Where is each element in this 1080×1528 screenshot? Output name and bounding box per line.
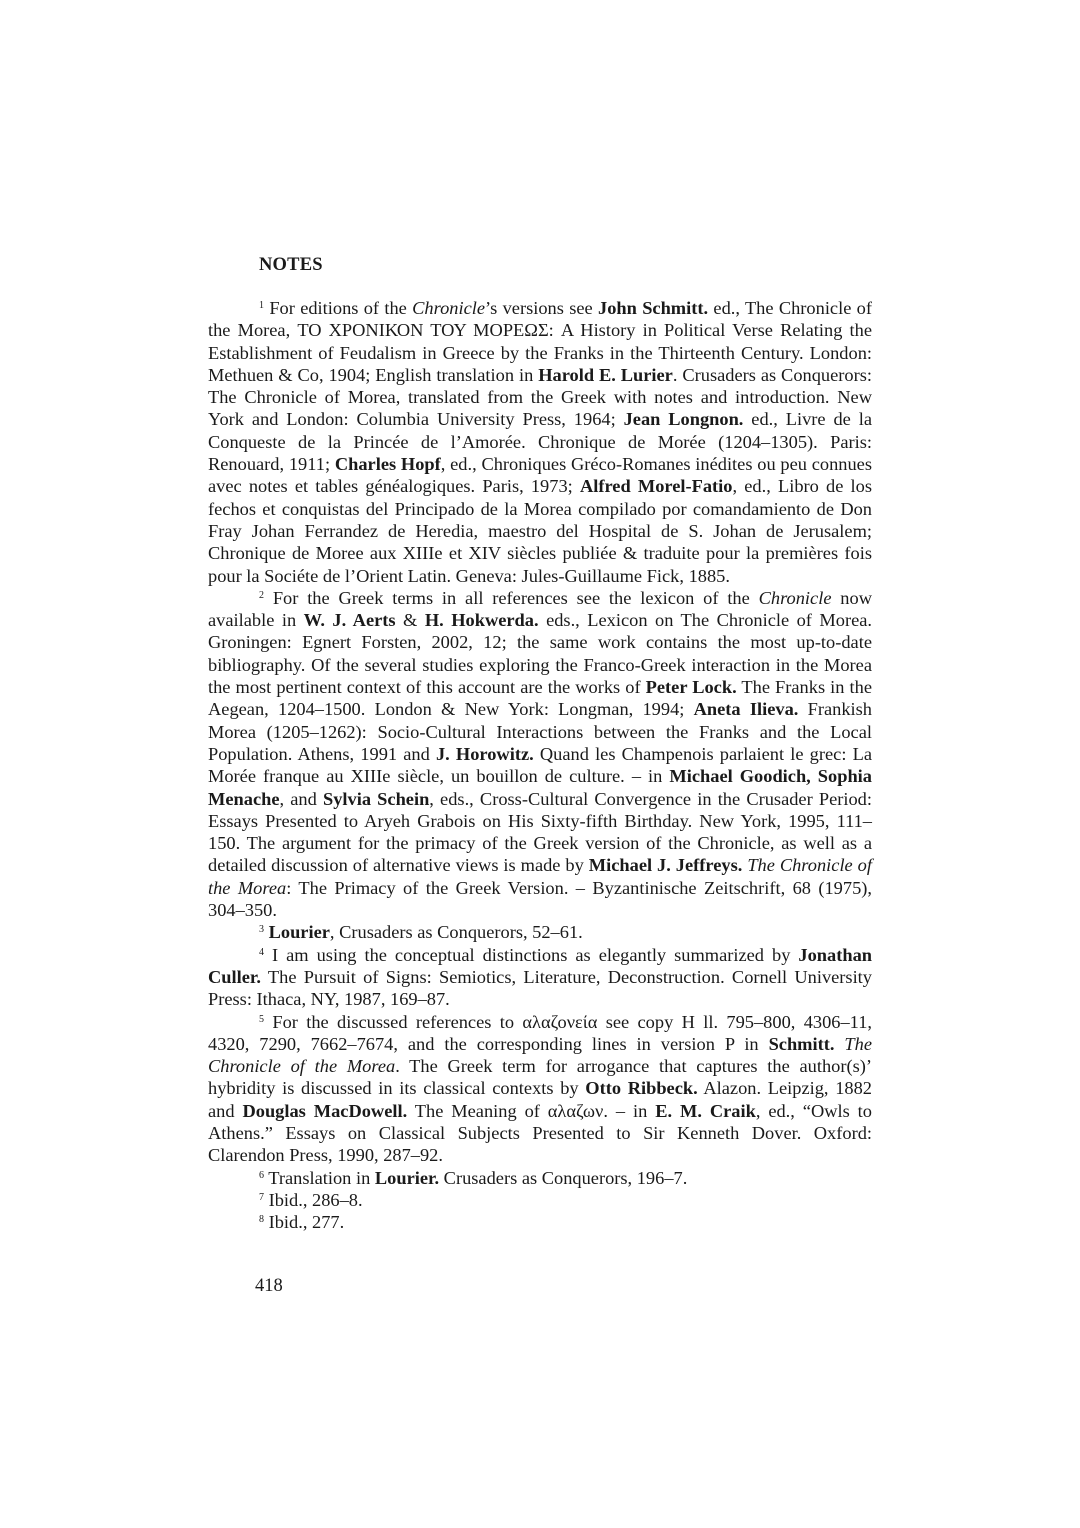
footnote-6: [208, 1167, 872, 1189]
footnote-number: 8: [259, 1214, 264, 1226]
footnote-number: 4: [259, 946, 264, 958]
footnote-text-segment: : The Primacy of the Greek Version. – Byzantinische Zeitschrift, 68 (1975), 304–350.: [208, 877, 872, 921]
footnote-text-segment: , eds., Cross-Cultural Convergence in the Crusader Period: Essays Presented to Aryeh Grabois on His Sixty-fifth Birthday. New York, 1995, 111–150. The argument for the primacy of the Greek version of the Chronicle, as well as a detailed discussion of alternative views is made by: [208, 788, 872, 876]
footnote-text-segment: ed., Livre de la Conqueste de la Princée de l’Amorée. Chronique de Morée (1204–1305). Paris: Renouard, 1911;: [208, 409, 872, 475]
footnote-text-segment: J. Horowitz.: [435, 743, 534, 764]
footnote-text-segment: E. M. Craik: [655, 1100, 756, 1121]
footnote-number: 5: [259, 1013, 264, 1025]
footnote-7: [208, 1189, 872, 1211]
footnote-text-segment: Quand les Champenois parlaient le grec: La Morée franque au XIIIe siècle, un bouillon de culture. – in: [208, 743, 872, 787]
footnote-text-segment: ed., The Chronicle of the Morea, ΤΟ ΧΡΟΝΙΚΟΝ ΤΟΥ ΜΟΡΕΩΣ: A History in Political Verse Relating the Establishment of Feudalism in Greece by the Franks in the Thirteenth Century. London: Methuen & Co, 1904; English translation in: [208, 298, 873, 385]
footnote-text-segment: For editions of the: [269, 298, 413, 318]
footnote-text-segment: Translation in: [268, 1167, 375, 1188]
footnote-text-segment: The Pursuit of Signs: Semiotics, Literature, Deconstruction. Cornell University Press: Ithaca, NY, 1987, 169–87.: [208, 966, 872, 1010]
footnote-text-segment: Jonathan Culler.: [208, 944, 872, 987]
footnote-text-segment: Jean Longnon.: [623, 409, 744, 430]
footnotes-list: [208, 297, 872, 1233]
footnote-text-segment: Charles Hopf: [334, 454, 441, 475]
footnote-4: [208, 944, 872, 1011]
footnote-text-segment: now available in: [208, 587, 872, 631]
footnote-text-segment: Michael Goodich, Sophia Menache: [208, 766, 872, 809]
page-number: 418: [255, 1276, 283, 1296]
footnote-text-segment: Alazon. Leipzig, 1882 and: [208, 1078, 872, 1121]
footnote-text-segment: &: [395, 610, 425, 631]
footnote-text-segment: [834, 1034, 844, 1054]
footnote-text-segment: . The Greek term for arrogance that captures the author(s)’ hybridity is discussed in its classical contexts by: [208, 1056, 872, 1099]
footnote-text-segment: Michael J. Jeffreys.: [588, 855, 743, 876]
footnote-text-segment: Chronicle: [758, 587, 832, 608]
footnote-3: [208, 921, 872, 943]
footnote-text-segment: , Crusaders as Conquerors, 52–61.: [329, 922, 583, 943]
footnote-text-segment: Crusaders as Conquerors, 196–7.: [439, 1167, 688, 1188]
footnote-number: 2: [259, 589, 264, 601]
footnote-text-segment: W. J. Aerts: [303, 610, 396, 631]
footnote-text-segment: Ibid., 286–8.: [268, 1189, 363, 1210]
footnote-text-segment: Ibid., 277.: [268, 1212, 345, 1233]
footnote-2: [208, 587, 872, 921]
footnote-text-segment: ’s versions see: [485, 298, 599, 318]
footnote-number: 6: [259, 1169, 264, 1181]
footnote-text-segment: Otto Ribbeck.: [585, 1078, 698, 1099]
footnote-text-segment: The Chronicle of the Morea: [208, 1033, 872, 1077]
footnote-text-segment: Lourier.: [374, 1167, 440, 1188]
footnote-text-segment: , and: [279, 788, 323, 809]
footnote-text-segment: For the Greek terms in all references see the lexicon of the: [272, 587, 759, 608]
footnote-number: 7: [259, 1191, 264, 1203]
footnote-text-segment: . Crusaders as Conquerors: The Chronicle of Morea, translated from the Greek with notes and introduction. New York and London: Columbia University Press, 1964;: [208, 364, 872, 430]
footnote-text-segment: Harold E. Lurier: [538, 364, 673, 385]
footnote-5: [208, 1011, 872, 1167]
footnote-text-segment: , ed., Libro de los fechos et conquistas del Principado de la Morea compilado por comandamiento de Don Fray Johan Ferrandez de Heredia, maestro del Hospital de S. Johan de Jerusalem; Chronique de Moree aux XIIIe et XIV siècles publiée & traduite pour la premières fois pour la Sociéte de l’Orient Latin. Geneva: Jules-Guillaume Fick, 1885.: [208, 476, 872, 586]
footnote-text-segment: The Meaning of αλαζων. – in: [407, 1100, 656, 1121]
footnote-text-segment: eds., Lexicon on The Chronicle of Morea. Groningen: Egnert Forsten, 2002, 12; the same work contains the most up-to-date bibliography. Of the several studies exploring the Franco-Greek interaction in the Morea the most pertinent context of this account are the works of: [208, 610, 872, 698]
footnote-1: [208, 297, 872, 587]
footnote-text-segment: For the discussed references to αλαζονεία see copy H ll. 795–800, 4306–11, 4320, 7290, 7662–7674, and the corresponding lines in version P in: [208, 1011, 872, 1054]
footnote-8: [208, 1211, 872, 1233]
footnote-text-segment: Douglas MacDowell.: [242, 1100, 408, 1121]
footnote-text-segment: Aneta Ilieva.: [693, 699, 799, 720]
footnote-text-segment: Peter Lock.: [645, 677, 737, 698]
footnote-text-segment: John Schmitt.: [598, 298, 709, 318]
footnote-text-segment: Chronicle: [412, 298, 486, 318]
footnote-text-segment: The Chronicle of the Morea: [208, 855, 872, 898]
footnote-text-segment: H. Hokwerda.: [424, 610, 539, 631]
footnote-text-segment: I am using the conceptual distinctions as elegantly summarized by: [272, 944, 799, 965]
page-heading: NOTES: [259, 255, 323, 275]
footnote-text-segment: Sylvia Schein: [322, 788, 430, 809]
footnote-text-segment: Frankish Morea (1205–1262): Socio-Cultural Interactions between the Franks and the Local Population. Athens, 1991 and: [208, 699, 872, 764]
footnote-text-segment: Lourier: [268, 922, 330, 943]
footnote-text-segment: Alfred Morel-Fatio: [579, 476, 733, 497]
footnote-number: 3: [259, 924, 264, 936]
footnote-text-segment: Schmitt.: [768, 1033, 835, 1054]
footnote-text-segment: The Franks in the Aegean, 1204–1500. London & New York: Longman, 1994;: [208, 677, 872, 720]
footnote-text-segment: , ed., “Owls to Athens.” Essays on Classical Subjects Presented to Sir Kenneth Dover. Oxford: Clarendon Press, 1990, 287–92.: [208, 1100, 872, 1166]
footnote-number: 1: [259, 300, 264, 311]
footnote-text-segment: , ed., Chroniques Gréco-Romanes inédites ou peu connues avec notes et tables généalogiques. Paris, 1973;: [208, 454, 872, 497]
